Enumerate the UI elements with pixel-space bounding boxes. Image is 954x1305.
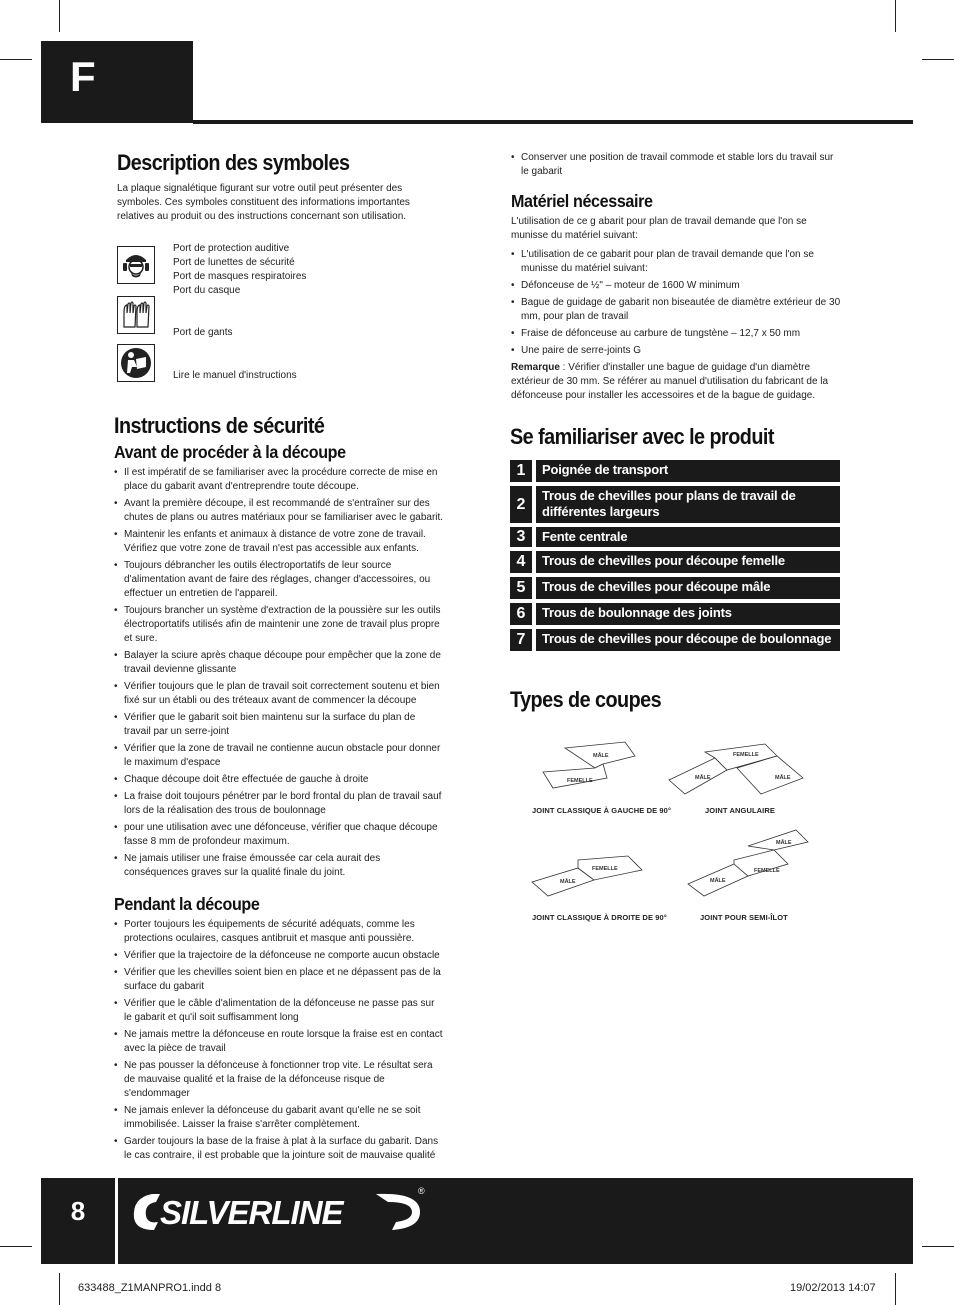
cut-diagram-angular: [665, 740, 805, 798]
list-item: • La fraise doit toujours pénétrer par le bord frontal du plan de travail sauf lors de la réalisation des trous de boulonnage: [114, 790, 444, 818]
female-label: FEMELLE: [754, 868, 780, 874]
before-cut-title: Avant de procéder à la découpe: [114, 442, 346, 462]
cut-diagram-right-90: [528, 850, 648, 900]
feature-row: [510, 551, 840, 573]
crop-mark: [895, 0, 896, 32]
feature-label: Poignée de transport: [536, 460, 840, 482]
feature-number: 3: [510, 527, 532, 547]
male-label: MÂLE: [710, 878, 726, 884]
crop-mark: [59, 1273, 60, 1305]
feature-label: Trous de chevilles pour découpe mâle: [536, 577, 840, 599]
ppe-line: Port de lunettes de sécurité: [173, 257, 295, 268]
list-item: • Bague de guidage de gabarit non biseautée de diamètre extérieur de 30 mm, pour plan de travail: [511, 296, 841, 324]
read-manual-icon: [117, 344, 155, 382]
list-item: • Garder toujours la base de la fraise à plat à la surface du gabarit. Dans le cas contraire, il est probable que la jointure soit de mauvaise qualité: [114, 1135, 444, 1163]
during-cut-list: [114, 918, 444, 1163]
list-item: • pour une utilisation avec une défonceuse, vérifier que chaque découpe fasse 8 mm de profondeur maximum.: [114, 821, 444, 849]
feature-number: 2: [510, 486, 532, 523]
gloves-icon: [117, 296, 155, 334]
right-top-section: [511, 151, 841, 403]
list-item: • Vérifier que les chevilles soient bien en place et ne dépassent pas de la surface du gabarit: [114, 966, 444, 994]
list-item: • Toujours débrancher les outils électroportatifs de leur source d'alimentation avant de faire des réglages, changer d'accessoires, ou effectuer un entretien de l'appareil.: [114, 559, 444, 601]
gloves-text: Port de gants: [173, 327, 233, 338]
crop-mark: [59, 0, 60, 32]
list-item: • Vérifier que la zone de travail ne contienne aucun obstacle pour donner le maximum d'espace: [114, 742, 444, 770]
safety-title: Instructions de sécurité: [114, 413, 325, 438]
product-title: Se familiariser avec le produit: [510, 424, 774, 449]
female-label: FEMELLE: [592, 866, 618, 872]
brand-swoosh-left-icon: [134, 1194, 160, 1230]
brand-logo: [130, 1184, 426, 1241]
cuts-title-wrap: [510, 687, 678, 713]
symbols-intro: La plaque signalétique figurant sur votre outil peut présenter des symboles. Ces symboles constituent des informations importantes relatives au produit ou des instructions concernant son utilisation.: [117, 183, 410, 222]
feature-row: [510, 527, 840, 547]
male-label: MÂLE: [776, 840, 792, 846]
footer-divider: [115, 1178, 118, 1264]
feature-row: [510, 577, 840, 599]
language-tab: [41, 41, 193, 123]
product-title-wrap: [510, 424, 803, 450]
feature-row: [510, 603, 840, 625]
brand-wordmark: SILVERLINE: [160, 1194, 343, 1231]
list-item: • Avant la première découpe, il est recommandé de s'entraîner sur des chutes de plans ou autres matériaux pour se familiariser avec le gabarit.: [114, 497, 444, 525]
male-label: MÂLE: [695, 775, 711, 781]
male-label: MÂLE: [560, 879, 576, 885]
feature-number: 7: [510, 629, 532, 651]
symbols-title: Description des symboles: [117, 150, 350, 175]
feature-row: [510, 629, 840, 651]
registered-mark: ®: [418, 1186, 425, 1196]
remark-text: : Vérifier d'installer une bague de guidage d'un diamètre extérieur de 30 mm. Se référer au manuel d'utilisation du fabricant de la défonceuse pour installer les accessoires et de la bague de guidage.: [511, 362, 829, 401]
cut-diagram-semi-island: [684, 824, 814, 900]
list-item: • Chaque découpe doit être effectuée de gauche à droite: [114, 773, 444, 787]
crop-mark: [922, 59, 954, 60]
list-item: • Porter toujours les équipements de sécurité adéquats, comme les protections oculaires, casques antibruit et masque anti poussière.: [114, 918, 444, 946]
list-item: • Maintenir les enfants et animaux à distance de votre zone de travail. Vérifiez que votre zone de travail n'est pas accessible aux enfants.: [114, 528, 444, 556]
header-rule: [193, 120, 913, 124]
cut-caption: JOINT CLASSIQUE À GAUCHE DE 90°: [532, 806, 672, 815]
remark-label: Remarque: [511, 362, 560, 373]
list-item: • Ne jamais mettre la défonceuse en route lorsque la fraise est en contact avec la pièce de travail: [114, 1028, 444, 1056]
crop-mark: [0, 59, 32, 60]
feature-row: [510, 486, 840, 523]
feature-label: Trous de boulonnage des joints: [536, 603, 840, 625]
feature-number: 6: [510, 603, 532, 625]
brand-swoosh-right-icon: [376, 1194, 420, 1230]
language-letter: F: [70, 53, 96, 100]
ppe-line: Port de masques respiratoires: [173, 271, 307, 282]
materiel-list: [511, 248, 841, 358]
ppe-line: Port de protection auditive: [173, 243, 290, 254]
list-item: • Vérifier que le gabarit soit bien maintenu sur la surface du plan de travail par un serre-joint: [114, 711, 444, 739]
during-cut-title: Pendant la découpe: [114, 894, 260, 914]
piece-female: [543, 764, 607, 788]
remark: [511, 361, 841, 403]
female-label: FEMELLE: [567, 778, 593, 784]
page-number: 8: [70, 1196, 86, 1226]
list-item: • Il est impératif de se familiariser avec la procédure correcte de mise en place du gabarit avant d'entreprendre toute découpe.: [114, 466, 444, 494]
cut-caption: JOINT POUR SEMI-ÎLOT: [700, 913, 788, 922]
feature-label: Trous de chevilles pour découpe de boulonnage: [536, 629, 840, 651]
list-item: • Fraise de défonceuse au carbure de tungstène – 12,7 x 50 mm: [511, 327, 841, 341]
list-item: • Ne pas pousser la défonceuse à fonctionner trop vite. Le résultat sera de mauvaise qualité et la fraise de la défonceuse risque de s'endommager: [114, 1059, 444, 1101]
feature-label: Trous de chevilles pour plans de travail de différentes largeurs: [536, 486, 840, 523]
ppe-text: [173, 242, 306, 298]
before-cut-list: [114, 466, 444, 880]
crop-mark: [895, 1273, 896, 1305]
safety-section: [114, 413, 444, 1166]
cut-caption: JOINT CLASSIQUE À DROITE DE 90°: [532, 913, 667, 922]
cuts-title: Types de coupes: [510, 687, 662, 712]
list-item: • Ne jamais enlever la défonceuse du gabarit avant qu'elle ne se soit immobilisée. Laisser la fraise s'arrêter complètement.: [114, 1104, 444, 1132]
cut-caption: JOINT ANGULAIRE: [705, 806, 775, 815]
date-slug: 19/02/2013 14:07: [790, 1282, 876, 1294]
file-slug: 633488_Z1MANPRO1.indd 8: [78, 1282, 222, 1294]
feature-number: 5: [510, 577, 532, 599]
male-label: MÂLE: [775, 775, 791, 781]
list-item: • Ne jamais utiliser une fraise émoussée car cela aurait des conséquences graves sur la qualité finale du joint.: [114, 852, 444, 880]
list-item: • Balayer la sciure après chaque découpe pour empêcher que la zone de travail devienne glissante: [114, 649, 444, 677]
list-item: • Toujours brancher un système d'extraction de la poussière sur les outils électroportatifs utilisés afin de maintenir une zone de travail plus propre et sure.: [114, 604, 444, 646]
list-item: • Une paire de serre-joints G: [511, 344, 841, 358]
female-label: FEMELLE: [733, 752, 759, 758]
crop-mark: [922, 1246, 954, 1247]
feature-number: 4: [510, 551, 532, 573]
materiel-title: Matériel nécessaire: [511, 191, 653, 211]
read-manual-text: Lire le manuel d'instructions: [173, 370, 297, 381]
materiel-intro: L'utilisation de ce g abarit pour plan de travail demande que l'on se munisse du matériel suivant:: [511, 216, 807, 241]
male-label: MÂLE: [593, 753, 609, 759]
list-item: • Conserver une position de travail commode et stable lors du travail sur le gabarit: [511, 151, 841, 179]
list-item: • L'utilisation de ce gabarit pour plan de travail demande que l'on se munisse du matériel suivant:: [511, 248, 841, 276]
cut-diagram-left-90: [535, 738, 645, 798]
crop-mark: [0, 1246, 32, 1247]
list-item: • Vérifier que la trajectoire de la défonceuse ne comporte aucun obstacle: [114, 949, 444, 963]
list-item: • Vérifier toujours que le plan de travail soit correctement soutenu et bien fixé sur un établi ou des tréteaux avant de commencer la découpe: [114, 680, 444, 708]
feature-row: [510, 460, 840, 482]
feature-number: 1: [510, 460, 532, 482]
list-item: • Vérifier que le câble d'alimentation de la défonceuse ne passe pas sur le gabarit et qu'il soit suffisamment long: [114, 997, 444, 1025]
symbols-section: [117, 150, 447, 224]
ppe-icon: [117, 246, 155, 284]
list-item: • Défonceuse de ½" – moteur de 1600 W minimum: [511, 279, 841, 293]
feature-label: Trous de chevilles pour découpe femelle: [536, 551, 840, 573]
feature-label: Fente centrale: [536, 527, 840, 547]
ppe-line: Port du casque: [173, 285, 241, 296]
